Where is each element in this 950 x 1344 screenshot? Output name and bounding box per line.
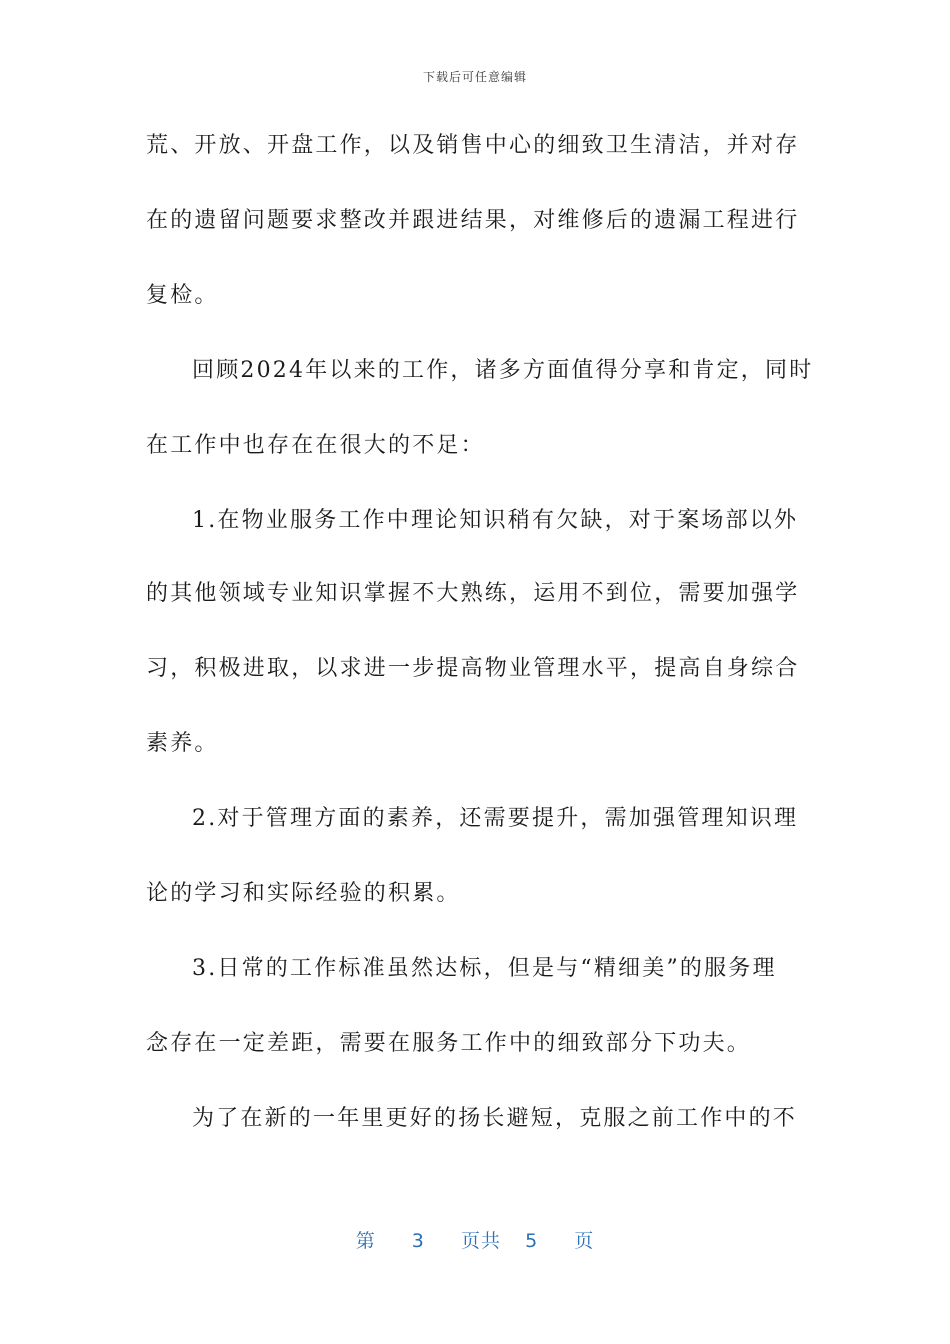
paragraph-start-line: 回顾2024年以来的工作，诸多方面值得分享和肯定，同时	[192, 358, 814, 383]
text-line: 素养。	[146, 731, 219, 756]
text-line: 复检。	[146, 283, 219, 308]
text-line: 荒、开放、开盘工作，以及销售中心的细致卫生清洁，并对存	[146, 133, 800, 158]
text-line: 习，积极进取，以求进一步提高物业管理水平，提高自身综合	[146, 656, 800, 681]
total-pages-number: 5	[525, 1230, 539, 1252]
list-item-3-line: 3.日常的工作标准虽然达标，但是与“精细美”的服务理	[192, 956, 777, 981]
text-line: 在的遗留问题要求整改并跟进结果，对维修后的遗漏工程进行	[146, 208, 800, 233]
text-line: 在工作中也存在在很大的不足：	[146, 433, 485, 458]
text-line: 念存在一定差距，需要在服务工作中的细致部分下功夫。	[146, 1031, 752, 1056]
paragraph-start-line: 为了在新的一年里更好的扬长避短，克服之前工作中的不	[192, 1106, 798, 1131]
text-line: 的其他领域专业知识掌握不大熟练，运用不到位，需要加强学	[146, 581, 800, 606]
list-item-1-line: 1.在物业服务工作中理论知识稍有欠缺，对于案场部以外	[192, 508, 799, 533]
footer-suffix: 页	[574, 1230, 595, 1252]
header-note: 下载后可任意编辑	[422, 70, 527, 84]
text-line: 论的学习和实际经验的积累。	[146, 881, 461, 906]
page-number-footer	[0, 1226, 950, 1253]
current-page-number: 3	[411, 1230, 425, 1252]
footer-mid: 页共	[460, 1230, 501, 1252]
list-item-2-line: 2.对于管理方面的素养，还需要提升，需加强管理知识理	[192, 806, 799, 831]
footer-prefix: 第	[355, 1230, 376, 1252]
